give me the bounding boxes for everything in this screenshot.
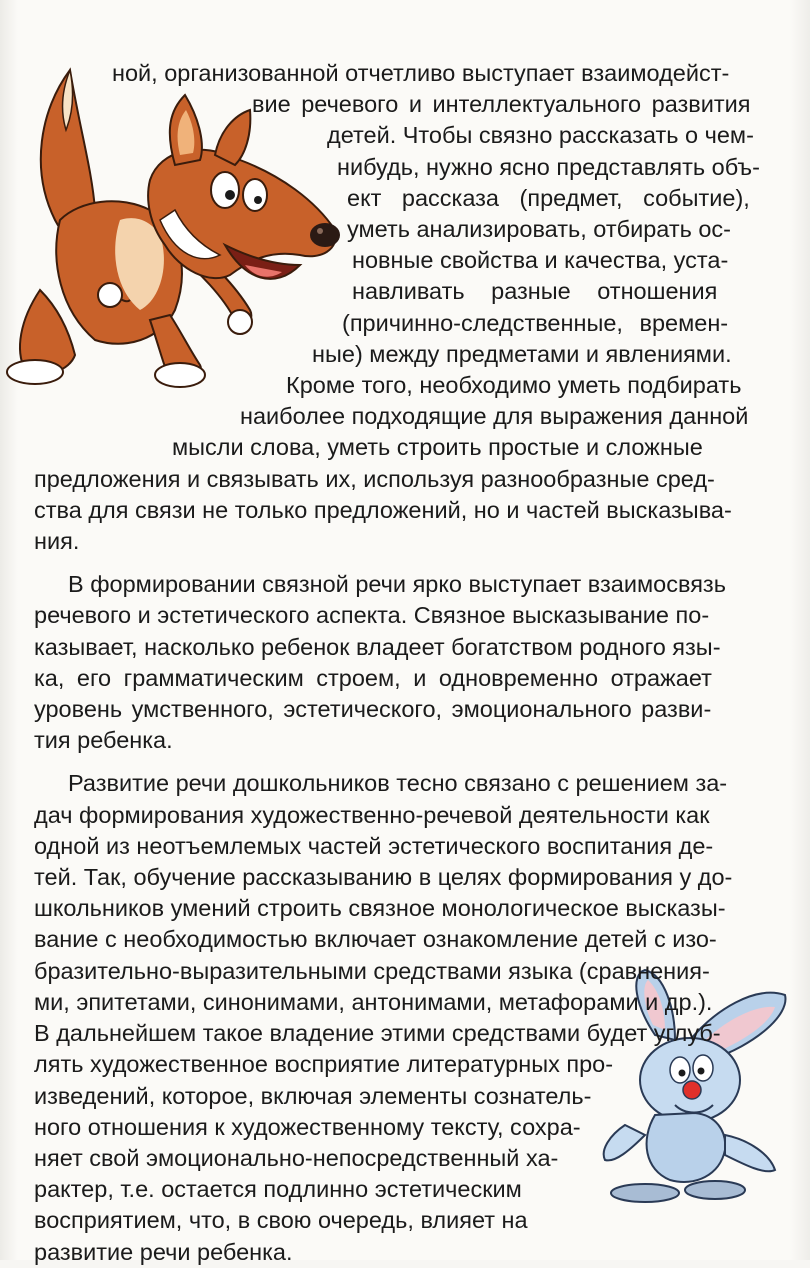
text-line — [34, 831, 769, 862]
text-line-content: уровень умственного, эстетического, эмоционального разви- — [34, 696, 712, 723]
text-line-content: вание с необходимостью включает ознакомление детей с изо- — [34, 926, 717, 953]
text-line-content: восприятием, что, в свою очередь, влияет на — [34, 1207, 528, 1234]
text-line — [34, 1205, 769, 1236]
text-line — [34, 725, 769, 756]
text-line-content: речевого и эстетического аспекта. Связное высказывание по- — [34, 602, 710, 629]
text-line — [34, 1174, 769, 1205]
text-line-content: школьников умений строить связное монологическое высказы- — [34, 895, 726, 922]
text-line — [34, 862, 769, 893]
text-line-content: рактер, т.е. остается подлинно эстетическим — [34, 1176, 522, 1203]
text-line-content: казывает, насколько ребенок владеет богатством родного язы- — [34, 633, 721, 660]
text-line-content: нибудь, нужно ясно представлять объ- — [337, 153, 760, 180]
text-line — [34, 1237, 769, 1268]
text-line-content: Развитие речи дошкольников тесно связано с решением за- — [68, 770, 728, 797]
text-line-content: Кроме того, необходимо уметь подбирать — [286, 372, 742, 399]
text-line-content: тей. Так, обучение рассказыванию в целях формирования у до- — [34, 864, 733, 891]
text-line — [34, 987, 769, 1018]
text-line — [312, 339, 769, 370]
text-line-content: (причинно-следственные, времен- — [342, 309, 729, 336]
text-line-content: дач формирования художественно-речевой деятельности как — [34, 801, 710, 828]
text-line — [34, 924, 769, 955]
text-line — [337, 152, 769, 183]
text-line — [352, 276, 769, 307]
text-line-content: тия ребенка. — [34, 727, 173, 754]
text-line — [34, 663, 769, 694]
text-line — [34, 632, 769, 663]
text-line — [286, 370, 769, 401]
text-line-content: ми, эпитетами, синонимами, антонимами, метафорами и др.). — [34, 988, 713, 1015]
text-line-content: предложения и связывать их, используя разнообразные сред- — [34, 465, 715, 492]
text-line-content: детей. Чтобы связно рассказать о чем- — [327, 122, 754, 149]
text-line — [34, 956, 769, 987]
text-line-content: ния. — [34, 528, 80, 555]
text-line — [347, 214, 769, 245]
text-line — [34, 1112, 769, 1143]
text-line — [34, 464, 769, 495]
text-line-content: вие речевого и интеллектуального развития — [252, 91, 751, 118]
text-line-content: ные) между предметами и явлениями. — [312, 340, 732, 367]
text-line-content: новные свойства и качества, уста- — [352, 247, 729, 274]
text-line — [327, 120, 769, 151]
text-line — [68, 569, 769, 600]
text-line — [352, 245, 769, 276]
text-line — [34, 694, 769, 725]
text-line — [34, 1049, 769, 1080]
text-line — [342, 308, 769, 339]
text-line — [34, 600, 769, 631]
text-line-content: ект рассказа (предмет, событие), — [347, 184, 750, 211]
text-line-content: ства для связи не только предложений, но и частей высказыва- — [34, 496, 732, 523]
text-line-content: ного отношения к художественному тексту, сохра- — [34, 1113, 581, 1140]
text-line — [112, 58, 769, 89]
text-line — [347, 183, 769, 214]
text-line-content: В дальнейшем такое владение этими средствами будет углуб- — [34, 1020, 721, 1047]
text-line — [34, 1081, 769, 1112]
text-line — [68, 768, 769, 799]
text-line-content: развитие речи ребенка. — [34, 1238, 293, 1265]
text-line — [34, 1018, 769, 1049]
text-line — [252, 89, 769, 120]
text-line-content: бразительно-выразительными средствами языка (сравнения- — [34, 957, 710, 984]
text-line-content: навливать разные отношения — [352, 278, 718, 305]
text-line — [34, 800, 769, 831]
text-line — [34, 495, 769, 526]
text-line — [34, 893, 769, 924]
text-line — [34, 526, 769, 557]
body-text — [34, 58, 769, 1268]
text-line — [34, 1143, 769, 1174]
text-line-content: В формировании связной речи ярко выступает взаимосвязь — [68, 571, 726, 598]
text-line-content: уметь анализировать, отбирать ос- — [347, 216, 732, 243]
text-line-content: ной, организованной отчетливо выступает взаимодейст- — [112, 60, 730, 86]
text-line-content: изведений, которое, включая элементы сознатель- — [34, 1082, 592, 1109]
text-line-content: лять художественное восприятие литературных про- — [34, 1051, 614, 1078]
text-line-content: няет свой эмоционально-непосредственный ха- — [34, 1144, 559, 1171]
text-line — [240, 401, 769, 432]
text-line — [172, 432, 769, 463]
text-line-content: одной из неотъемлемых частей эстетического воспитания де- — [34, 832, 714, 859]
text-line-content: наиболее подходящие для выражения данной — [240, 403, 749, 430]
text-line-content: мысли слова, уметь строить простые и сложные — [172, 434, 703, 461]
text-line-content: ка, его грамматическим строем, и одновременно отражает — [34, 664, 712, 691]
